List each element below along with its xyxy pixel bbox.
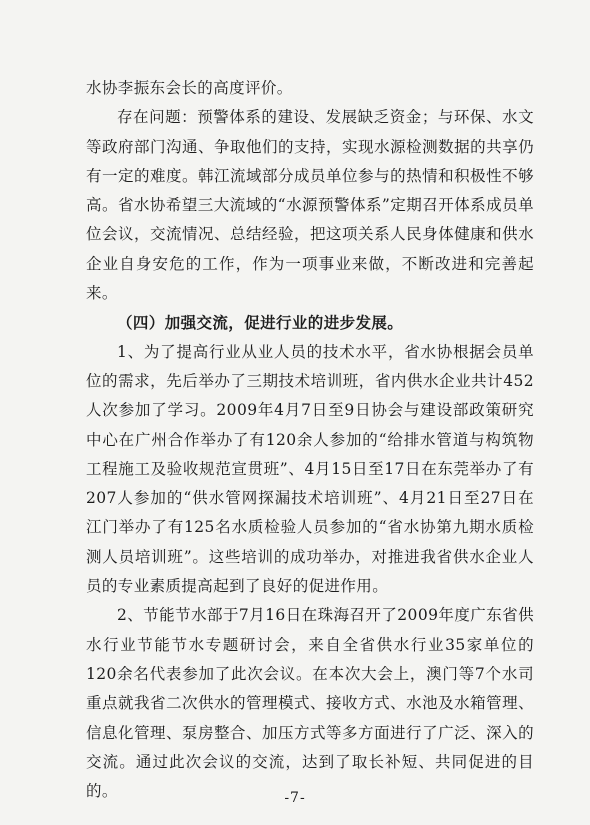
paragraph-existing-problems: 存在问题：预警体系的建设、发展缺乏资金；与环保、水文等政府部门沟通、争取他们的支持，实现水源检测数据的共享仍有一定的难度。韩江流域部分成员单位参与的热情和积极性不够高。省水协希望三大流域的“水源预警体系”定期召开体系成员单位会议，交流情况、总结经验，把这项关系人民身体健康和供水企业自身安危的工作，作为一项事业来做，不断改进和完善起来。: [86, 108, 534, 303]
paragraph-seminar: 2、节能节水部于7月16日在珠海召开了2009年度广东省供水行业节能节水专题研讨会，来自全省供水行业35家单位的120余名代表参加了此次会议。在本次大会上，澳门等7个水司重点就我省二次供水的管理模式、接收方式、水池及水箱管理、信息化管理、泵房整合、加压方式等多方面进行了广泛、深入的交流。通过此次会议的交流，达到了取长补短、共同促进的目的。: [86, 606, 534, 801]
section-heading: （四）加强交流，促进行业的进步发展。: [117, 313, 404, 333]
paragraph-training: 1、为了提高行业从业人员的技术水平，省水协根据会员单位的需求，先后举办了三期技术培训班，省内供水企业共计452人次参加了学习。2009年4月7日至9日协会与建设部政策研究中心在广州合作举办了有120余人参加的“给排水管道与构筑物工程施工及验收规范宣贯班”、4月15日至17日在东莞举办了有207人参加的“供水管网探漏技术培训班”、4月21日至27日在江门举办了有125名水质检验人员参加的“省水协第九期水质检测人员培训班”。这些培训的成功举办，对推进我省供水企业人员的专业素质提高起到了良好的促进作用。: [86, 342, 534, 596]
paragraph-continuation: 水协李振东会长的高度评价。: [86, 79, 293, 97]
page-number: -7-: [284, 790, 306, 806]
